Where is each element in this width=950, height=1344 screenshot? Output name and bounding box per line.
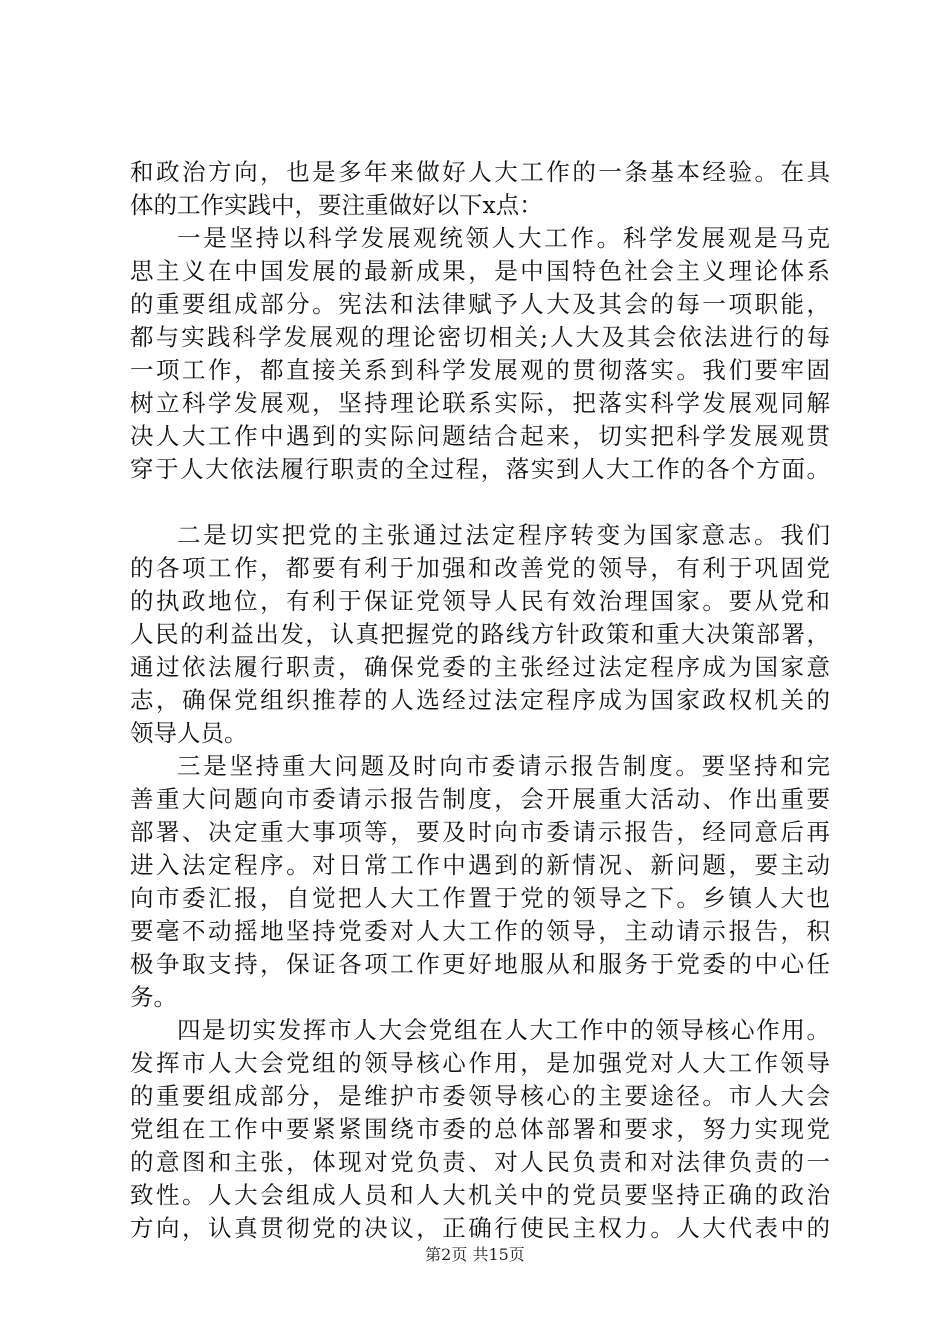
text-line: 进入法定程序。对日常工作中遇到的新情况、新问题，要主动	[130, 851, 830, 879]
text-line: 领导人员。	[130, 719, 248, 747]
text-line: 致性。人大会组成人员和人大机关中的党员要坚持正确的政治	[130, 1181, 830, 1209]
paragraph-start-line: 四是切实发挥市人大会党组在人大工作中的领导核心作用。	[177, 1016, 830, 1044]
text-line: 穿于人大依法履行职责的全过程，落实到人大工作的各个方面。	[130, 455, 830, 483]
text-line: 的各项工作，都要有利于加强和改善党的领导，有利于巩固党	[130, 554, 830, 582]
text-line: 和政治方向，也是多年来做好人大工作的一条基本经验。在具	[130, 158, 830, 186]
text-line: 决人大工作中遇到的实际问题结合起来，切实把科学发展观贯	[130, 422, 830, 450]
text-line: 向市委汇报，自觉把人大工作置于党的领导之下。乡镇人大也	[130, 884, 830, 912]
paragraph-gap	[130, 486, 830, 519]
text-line: 方向，认真贯彻党的决议，正确行使民主权力。人大代表中的	[130, 1214, 830, 1242]
text-line: 通过依法履行职责，确保党委的主张经过法定程序成为国家意	[130, 653, 830, 681]
paragraph-start-line: 一是坚持以科学发展观统领人大工作。科学发展观是马克	[177, 224, 830, 252]
text-line: 思主义在中国发展的最新成果，是中国特色社会主义理论体系	[130, 257, 830, 285]
paragraph-start-line: 二是切实把党的主张通过法定程序转变为国家意志。我们	[177, 521, 830, 549]
page-number-footer: 第2页 共15页	[425, 1245, 525, 1264]
text-line: 志，确保党组织推荐的人选经过法定程序成为国家政权机关的	[130, 686, 830, 714]
text-line: 要毫不动摇地坚持党委对人大工作的领导，主动请示报告，积	[130, 917, 830, 945]
text-line: 人民的利益出发，认真把握党的路线方针政策和重大决策部署，	[130, 620, 830, 648]
text-line: 务。	[130, 983, 177, 1011]
text-line: 都与实践科学发展观的理论密切相关;人大及其会依法进行的每	[130, 323, 830, 351]
text-line: 体的工作实践中，要注重做好以下x点：	[130, 191, 543, 219]
document-body	[130, 156, 830, 1245]
text-line: 极争取支持，保证各项工作更好地服从和服务于党委的中心任	[130, 950, 830, 978]
text-line: 的重要组成部分，是维护市委领导核心的主要途径。市人大会	[130, 1082, 830, 1110]
paragraph-start-line: 三是坚持重大问题及时向市委请示报告制度。要坚持和完	[177, 752, 830, 780]
text-line: 发挥市人大会党组的领导核心作用，是加强党对人大工作领导	[130, 1049, 830, 1077]
text-line: 一项工作，都直接关系到科学发展观的贯彻落实。我们要牢固	[130, 356, 830, 384]
text-line: 善重大问题向市委请示报告制度，会开展重大活动、作出重要	[130, 785, 830, 813]
text-line: 的意图和主张，体现对党负责、对人民负责和对法律负责的一	[130, 1148, 830, 1176]
text-line: 党组在工作中要紧紧围绕市委的总体部署和要求，努力实现党	[130, 1115, 830, 1143]
text-line: 的执政地位，有利于保证党领导人民有效治理国家。要从党和	[130, 587, 830, 615]
text-line: 部署、决定重大事项等，要及时向市委请示报告，经同意后再	[130, 818, 830, 846]
text-line: 树立科学发展观，坚持理论联系实际，把落实科学发展观同解	[130, 389, 830, 417]
text-line: 的重要组成部分。宪法和法律赋予人大及其会的每一项职能，	[130, 290, 830, 318]
